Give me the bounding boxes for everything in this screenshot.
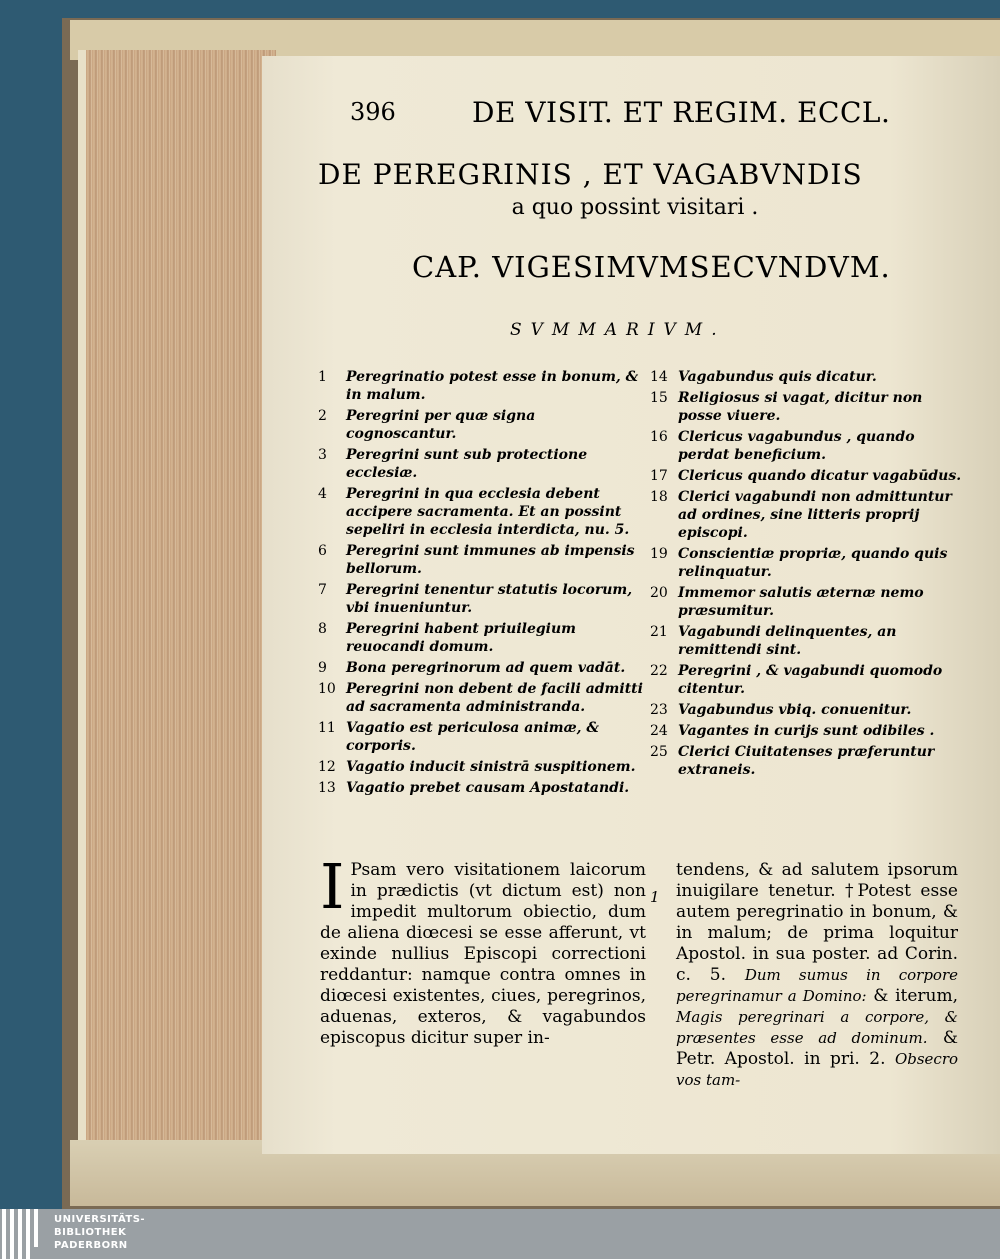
summary-item — [650, 488, 962, 542]
summary-item-number: 23 — [650, 702, 668, 718]
body-right-quote: Magis peregrinari a corpore, & præsentes esse ad dominum. — [676, 1008, 958, 1047]
body-right-quote: Obsecro vos tam- — [676, 1050, 959, 1089]
summary-item-text: Peregrinatio potest esse in bonum, & in malum. — [346, 369, 639, 403]
body-right-quote: Dum sumus in corpore peregrinamur a Domino: — [676, 966, 958, 1005]
summary-item — [318, 758, 650, 776]
summary-item-number: 13 — [318, 780, 336, 796]
drop-cap: I — [320, 850, 345, 923]
summary-item — [318, 368, 650, 404]
summary-item — [318, 581, 650, 617]
summary-item-number: 10 — [318, 681, 336, 697]
chapter-title: CAP. VIGESIMVMSECVNDVM. — [412, 250, 891, 284]
summary-item — [318, 407, 650, 443]
summary-item-number: 15 — [650, 390, 668, 406]
summary-item — [650, 743, 962, 779]
body-right-text: & Petr. Apostol. in pri. 2. — [676, 1028, 958, 1069]
summary-item-number: 3 — [318, 447, 327, 463]
summary-item — [318, 659, 650, 677]
running-head: DE VISIT. ET REGIM. ECCL. — [472, 96, 891, 129]
section-title: DE PEREGRINIS , ET VAGABVNDIS — [318, 158, 863, 191]
summary-heading: SVMMARIVM. — [510, 320, 726, 340]
summary-right-column — [650, 368, 962, 782]
summary-item — [650, 368, 962, 386]
summary-item-number: 25 — [650, 744, 668, 760]
summary-item-text: Vagatio inducit sinistrā suspitionem. — [346, 759, 636, 775]
summary-item-text: Conscientiæ propriæ, quando quis relinquatur. — [678, 546, 948, 580]
summary-item-text: Bona peregrinorum ad quem vadāt. — [346, 660, 626, 676]
summary-item-text: Vagabundus vbiq. conuenitur. — [678, 702, 912, 718]
summary-item — [318, 779, 650, 797]
summary-item-text: Peregrini per quæ signa cognoscantur. — [346, 408, 536, 442]
summary-left-column — [318, 368, 650, 800]
summary-item-text: Peregrini sunt immunes ab impensis bellorum. — [346, 543, 635, 577]
summary-item-text: Peregrini non debent de facili admitti ad sacramenta administranda. — [346, 681, 643, 715]
summary-item — [318, 485, 650, 539]
summary-item-number: 9 — [318, 660, 327, 676]
summary-item — [650, 584, 962, 620]
summary-item-number: 4 — [318, 486, 327, 502]
summary-item-text: Vagantes in curijs sunt odibiles . — [678, 723, 935, 739]
summary-item-number: 8 — [318, 621, 327, 637]
margin-note: 1 — [650, 888, 660, 906]
summary-item — [318, 542, 650, 578]
summary-item-text: Clericus vagabundus , quando perdat beneficium. — [678, 429, 915, 463]
summary-item-text: Peregrini habent priuilegium reuocandi domum. — [346, 621, 576, 655]
summary-item-text: Clerici Ciuitatenses præferuntur extraneis. — [678, 744, 935, 778]
summary-item — [650, 428, 962, 464]
summary-item — [650, 389, 962, 425]
summary-item-number: 16 — [650, 429, 668, 445]
summary-item — [318, 620, 650, 656]
summary-item-text: Peregrini sunt sub protectione ecclesiæ. — [346, 447, 588, 481]
summary-item-number: 20 — [650, 585, 668, 601]
summary-item-number: 12 — [318, 759, 336, 775]
summary-item-text: Peregrini in qua ecclesia debent accipere sacramenta. Et an possint sepeliri in ecclesia interdicta, nu. 5. — [346, 486, 630, 538]
body-left-text: Psam vero visitationem laicorum in prædictis (vt dictum est) non impedit multorum obiectio, dum de aliena diœcesi se esse afferunt, vt exinde nullius Episcopi correctioni reddantur: namque contra omnes in diœcesi existentes, ciues, peregrinos, aduenas, exteros, & vagabundos episcopus dicitur super in- — [320, 860, 646, 1048]
body-right-text: & iterum, — [873, 986, 958, 1006]
summary-item — [650, 701, 962, 719]
summary-item — [318, 680, 650, 716]
summary-item-text: Clericus quando dicatur vagabūdus. — [678, 468, 962, 484]
summary-item-number: 24 — [650, 723, 668, 739]
summary-item-text: Vagatio est periculosa animæ, & corporis. — [346, 720, 600, 754]
summary-item-text: Immemor salutis æternæ nemo præsumitur. — [678, 585, 924, 619]
section-subtitle: a quo possint visitari . — [511, 195, 759, 220]
summary-item — [318, 446, 650, 482]
summary-item-text: Vagabundus quis dicatur. — [678, 369, 877, 385]
summary-item-text: Peregrini , & vagabundi quomodo citentur. — [678, 663, 943, 697]
summary-item-number: 2 — [318, 408, 327, 424]
summary-item-text: Religiosus si vagat, dicitur non posse viuere. — [678, 390, 923, 424]
summary-item-number: 17 — [650, 468, 668, 484]
summary-item-number: 6 — [318, 543, 327, 559]
footer-bar — [0, 1209, 1000, 1259]
summary-item-text: Peregrini tenentur statutis locorum, vbi inueniuntur. — [346, 582, 633, 616]
summary-item-number: 22 — [650, 663, 668, 679]
summary-item-number: 14 — [650, 369, 668, 385]
summary-item-number: 21 — [650, 624, 668, 640]
summary-item-text: Vagabundi delinquentes, an remittendi sint. — [678, 624, 897, 658]
library-name-line: BIBLIOTHEK — [54, 1227, 127, 1238]
library-logo-icon — [0, 1209, 45, 1259]
summary-item — [650, 545, 962, 581]
summary-item — [650, 662, 962, 698]
body-right-text: tendens, & ad salutem ipsorum inuigilare tenetur. †Potest esse autem peregrinatio in bonum, & in malum; de prima loquitur Apostol. in sua poster. ad Corin. c. 5. — [676, 860, 958, 985]
summary-item-text: Vagatio prebet causam Apostatandi. — [346, 780, 630, 796]
summary-item-number: 7 — [318, 582, 327, 598]
summary-item — [650, 623, 962, 659]
summary-item-number: 18 — [650, 489, 668, 505]
summary-item-number: 1 — [318, 369, 327, 385]
summary-item — [650, 722, 962, 740]
library-name-line: UNIVERSITÄTS- — [54, 1214, 146, 1225]
summary-item-number: 19 — [650, 546, 668, 562]
summary-item — [650, 467, 962, 485]
body-text-right — [676, 860, 958, 1091]
library-name — [54, 1213, 145, 1252]
body-text-left — [320, 850, 646, 1049]
library-name-line: PADERBORN — [54, 1240, 128, 1251]
summary-item — [318, 719, 650, 755]
page-number: 396 — [350, 98, 396, 126]
summary-item-text: Clerici vagabundi non admittuntur ad ordines, sine litteris proprij episcopi. — [678, 489, 952, 541]
summary-item-number: 11 — [318, 720, 336, 736]
